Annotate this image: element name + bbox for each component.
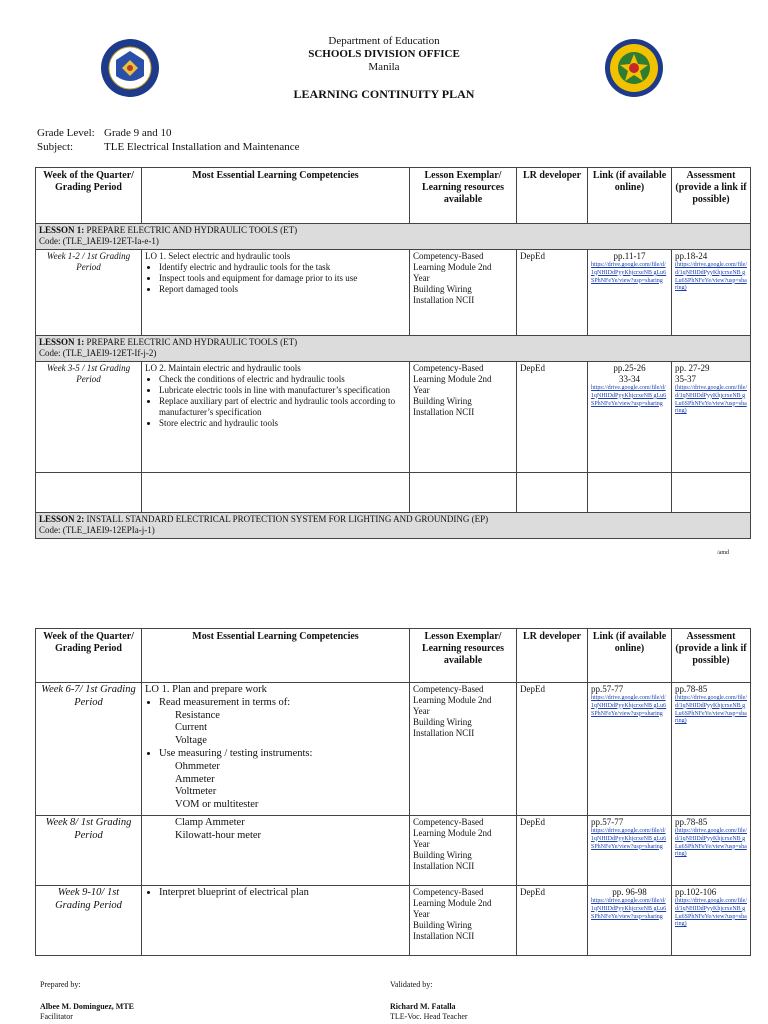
link-pages: pp.11-17 [613,251,646,261]
lesson-title: PREPARE ELECTRIC AND HYDRAULIC TOOLS (ET) [86,337,298,347]
lesson-title: PREPARE ELECTRIC AND HYDRAULIC TOOLS (ET) [86,225,298,235]
lesson-label: LESSON 2: [39,514,85,524]
link-pages: pp. 96-98 [612,887,647,897]
module-link[interactable]: https://drive.google.com/file/d/1qNHIDdPyyKhjcrxeNB gLu6SPhNFeYe/view?usp=sharing [591,694,667,717]
table-row [36,886,751,956]
sub-item: Ohmmeter [175,760,220,772]
col-week-header: Week of the Quarter/ Grading Period [36,629,142,683]
exemplar-line: Building Wiring [413,849,472,860]
lo-label: LO 1. Select electric and hydraulic tools [145,251,291,261]
week-label: Week 8/ 1st Grading Period [45,817,132,841]
assessment-pages: pp.78-85 [675,817,708,827]
lesson-title: INSTALL STANDARD ELECTRICAL PROTECTION SYSTEM FOR LIGHTING AND GROUNDING (EP) [86,514,489,524]
competency-item: • Interpret blueprint of electrical plan [159,887,406,900]
sub-item: Voltmeter [175,786,217,798]
col-competencies-header: Most Essential Learning Competencies [142,629,410,683]
grade-value: Grade 9 and 10 [104,127,172,139]
assessment-link[interactable]: (https://drive.google.com/file/d/1qNHIDdPyyKhjcrxeNB gLu6SPhNFeYe/view?usp=sharing) [675,897,747,928]
week-label: Week 6-7/ 1st Grading Period [41,684,136,708]
lesson-label: LESSON 1: [39,337,85,347]
assessment-link[interactable]: (https://drive.google.com/file/d/1qNHIDdPyyKhjcrxeNB gLu6SPhNFeYe/view?usp=sharing) [675,384,747,415]
exemplar-line: Building Wiring [413,716,472,727]
prepared-by-name: Albee M. Dominguez, MTE [40,1002,134,1011]
validated-by-label: Validated by: [390,980,433,989]
subject-value: TLE Electrical Installation and Maintenance [104,141,300,153]
assessment-pages: pp.78-85 [675,684,708,694]
sub-item: Clamp Ammeter [175,817,245,828]
exemplar-line: Building Wiring [413,283,472,294]
lo-label: LO 1. Plan and prepare work [145,684,267,695]
assessment-link[interactable]: (https://drive.google.com/file/d/1qNHIDdPyyKhjcrxeNB gLu6SPhNFeYe/view?usp=sharing) [675,694,747,725]
validated-by-role: TLE-Voc. Head Teacher [390,1012,468,1021]
col-exemplar-header: Lesson Exemplar/ Learning resources available [410,168,517,224]
developer: DepEd [520,363,545,373]
exemplar-line: Competency-Based [413,817,484,827]
week-label: Week 1-2 / 1st Grading Period [46,251,131,272]
col-exemplar-header: Lesson Exemplar/ Learning resources available [410,629,517,683]
module-link[interactable]: https://drive.google.com/file/d/1qNHIDdPyyKhjcrxeNB gLu6SPhNFeYe/view?usp=sharing [591,384,667,407]
link-pages: pp.25-26 [613,363,646,373]
exemplar-line: Learning Module 2nd [413,694,492,705]
table-row [36,683,751,816]
link-pages: pp.57-77 [591,817,624,827]
lesson-row [36,336,751,362]
table-row [36,362,751,473]
exemplar-line: Installation NCII [413,294,475,305]
assessment-pages: pp.102-106 [675,887,717,897]
competency-item: • Inspect tools and equipment for damage prior to its use [159,273,406,284]
lesson-code: Code: (TLE_IAEI9-12ET-Ia-e-1) [39,235,159,246]
module-link[interactable]: https://drive.google.com/file/d/1qNHIDdPyyKhjcrxeNB gLu6SPhNFeYe/view?usp=sharing [591,897,667,920]
plan-table-2 [35,628,751,956]
assessment-link[interactable]: (https://drive.google.com/file/d/1qNHIDdPyyKhjcrxeNB gLu6SPhNFeYe/view?usp=sharing) [675,261,747,292]
lesson-row [36,513,751,539]
exemplar-line: Year [413,908,430,919]
competency-item: • Read measurement in terms of: [159,697,406,710]
col-assessment-header: Assessment (provide a link if possible) [672,168,751,224]
col-developer-header: LR developer [517,629,588,683]
validated-by-name: Richard M. Fatalla [390,1002,456,1011]
competency-item: • Identify electric and hydraulic tools for the task [159,262,406,273]
sub-item: Resistance [175,709,220,721]
exemplar-line: Year [413,705,430,716]
prepared-by-role: Facilitator [40,1012,73,1021]
link-pages-2: 33-34 [619,373,640,384]
header-dept: Department of Education [328,35,440,47]
exemplar-line: Competency-Based [413,887,484,897]
exemplar-line: Learning Module 2nd [413,373,492,384]
sub-item: VOM or multitester [175,799,259,811]
lesson-label: LESSON 1: [39,225,85,235]
assessment-pages: pp.18-24 [675,251,708,261]
exemplar-line: Year [413,384,430,395]
subject-label: Subject: [37,141,74,153]
sub-item: Ammeter [175,773,215,785]
col-assessment-header: Assessment (provide a link if possible) [672,629,751,683]
lesson-code: Code: (TLE_IAEI9-12EPIa-j-1) [39,524,155,535]
exemplar-line: Building Wiring [413,919,472,930]
exemplar-line: Installation NCII [413,930,475,941]
table-row [36,250,751,336]
module-link[interactable]: https://drive.google.com/file/d/1qNHIDdPyyKhjcrxeNB gLu6SPhNFeYe/view?usp=sharing [591,261,667,284]
plan-table-1 [35,167,751,539]
table-row-empty [36,473,751,513]
link-pages: pp.57-77 [591,684,624,694]
week-label: Week 9-10/ 1st Grading Period [55,887,122,911]
exemplar-line: Installation NCII [413,406,475,417]
sub-item: Current [175,722,208,734]
exemplar-line: Learning Module 2nd [413,897,492,908]
header-office: SCHOOLS DIVISION OFFICE [308,48,460,60]
page-mark: /amd [717,550,729,556]
developer: DepEd [520,684,545,694]
col-week-header: Week of the Quarter/ Grading Period [36,168,142,224]
module-link[interactable]: https://drive.google.com/file/d/1qNHIDdPyyKhjcrxeNB gLu6SPhNFeYe/view?usp=sharing [591,827,667,850]
lesson-code: Code: (TLE_IAEI9-12ET-If-j-2) [39,347,157,358]
lesson-row [36,224,751,250]
competency-item: • Lubricate electric tools in line with manufacturer’s specification [159,385,406,396]
prepared-by-label: Prepared by: [40,980,81,989]
col-developer-header: LR developer [517,168,588,224]
competency-item: • Check the conditions of electric and hydraulic tools [159,374,406,385]
exemplar-line: Competency-Based [413,363,484,373]
header-city: Manila [368,61,400,73]
table-row [36,816,751,886]
assessment-pages-2: 35-37 [675,373,696,384]
exemplar-line: Competency-Based [413,251,484,261]
exemplar-line: Installation NCII [413,860,475,871]
exemplar-line: Year [413,838,430,849]
competency-item: • Use measuring / testing instruments: [159,748,406,761]
exemplar-line: Year [413,272,430,283]
exemplar-line: Installation NCII [413,727,475,738]
assessment-pages: pp. 27-29 [675,363,710,373]
col-competencies-header: Most Essential Learning Competencies [142,168,410,224]
sub-item: Kilowatt-hour meter [175,829,262,841]
sub-item: Voltage [175,735,207,747]
exemplar-line: Learning Module 2nd [413,261,492,272]
developer: DepEd [520,817,545,827]
col-link-header: Link (if available online) [588,168,672,224]
grade-label: Grade Level: [37,127,95,139]
developer: DepEd [520,887,545,897]
col-link-header: Link (if available online) [588,629,672,683]
lo-label: LO 2. Maintain electric and hydraulic tools [145,363,301,373]
exemplar-line: Building Wiring [413,395,472,406]
exemplar-line: Competency-Based [413,684,484,694]
page-title: LEARNING CONTINUITY PLAN [293,87,475,101]
developer: DepEd [520,251,545,261]
exemplar-line: Learning Module 2nd [413,827,492,838]
competency-item: • Store electric and hydraulic tools [159,418,406,429]
competency-item: • Replace auxiliary part of electric and hydraulic tools according to manufacturer’s specification [159,396,406,418]
assessment-link[interactable]: (https://drive.google.com/file/d/1qNHIDdPyyKhjcrxeNB gLu6SPhNFeYe/view?usp=sharing) [675,827,747,858]
competency-item: • Report damaged tools [159,284,406,295]
week-label: Week 3-5 / 1st Grading Period [46,363,131,384]
